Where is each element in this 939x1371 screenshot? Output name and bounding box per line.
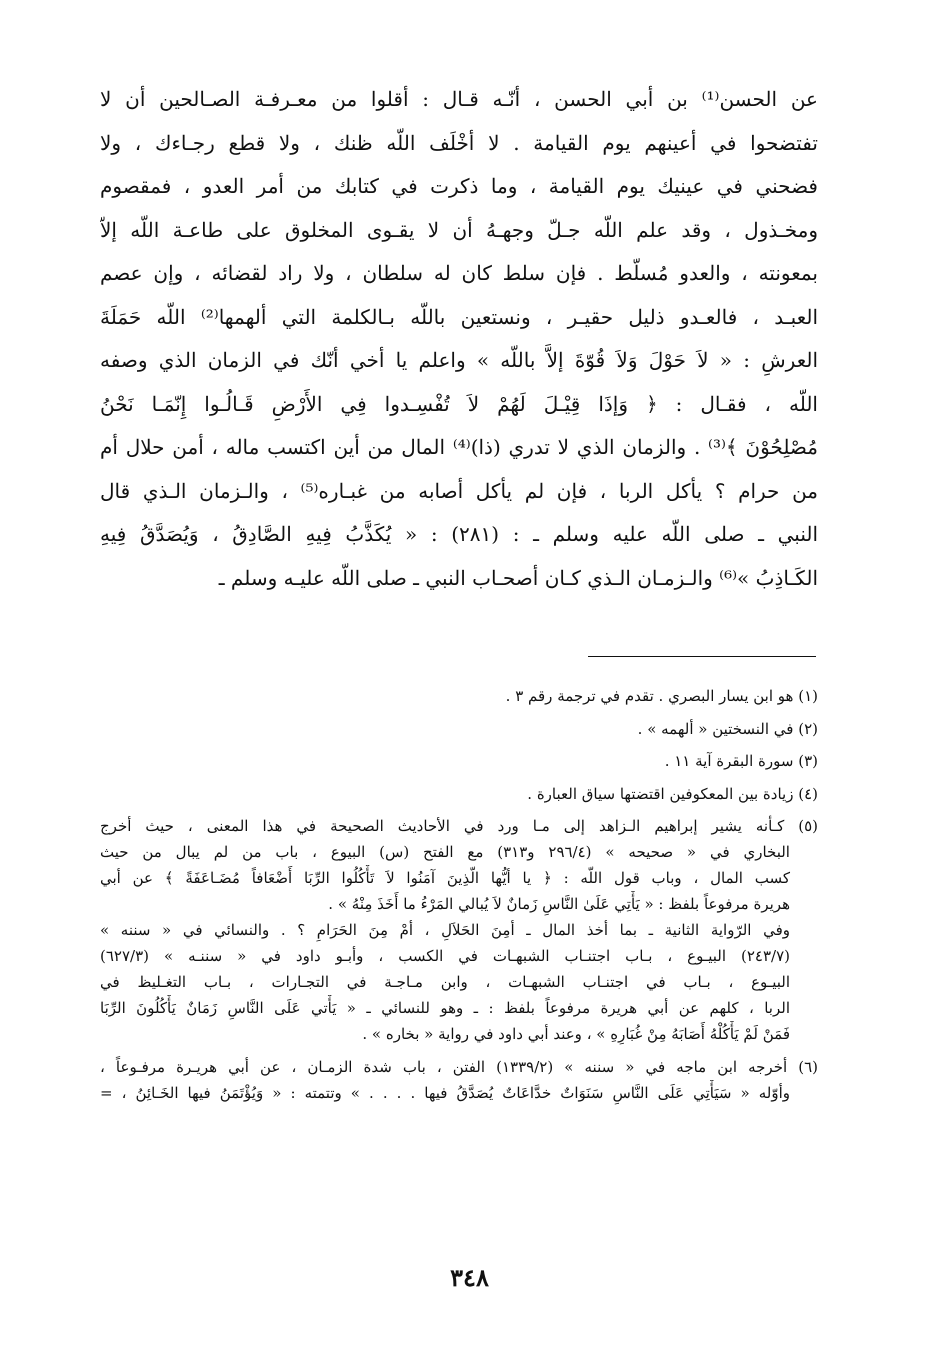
text-line: العبـد ، فالعـدو ذليل حقيـر ، ونستعين باللّه بـالكلمة التي ألهمها⁽²⁾ اللّه حَمَلَةَ xyxy=(100,304,818,329)
footnote-line: الربا ، كلهم عن أبي هريرة مرفوعاً بلفظ : ـ وهو للنسائي ـ « يَأْتي عَلَى النَّاسِ زَمَانٌ يَأْكُلُونَ الرِّبَا xyxy=(100,999,790,1017)
footnote-line: (٤) زيادة بين المعكوفين اقتضتها سياق العبارة . xyxy=(527,784,818,803)
footnote-5 xyxy=(100,813,818,1047)
footnote-line: (٣) سورة البقرة آية ١١ . xyxy=(664,752,818,770)
footnote-3 xyxy=(100,748,818,774)
footnote-line: وأوّله « سَيَأْتِي عَلَى النَّاسِ سَنَوَاتٌ خدَّاعَاتٌ يُصَدَّقُ فيها . . . . » وتتمته : « وَيُؤْتَمَنُ فيها الخَـائِنُ ، = xyxy=(100,1083,790,1102)
footnote-line: وفي الرّواية الثانية ـ بما أخذ المال ـ أمِنَ الحَلاَلِ ، أمْ مِنَ الحَرَامِ ؟ . والنسائي في « سننه » xyxy=(100,921,790,939)
footnote-line: فَمَنْ لَمْ يَأْكُلْهُ أَصَابَهُ مِنْ غُبَارِهِ » ، وعند أبي داود في رواية « بخاره » . xyxy=(362,1025,790,1043)
text-line: الكَـاذِبُ »⁽⁶⁾ والـزمـان الـذي كـان أصحـاب النبي ـ صلى اللّه عليـه وسلم ـ xyxy=(218,565,818,590)
text-line: تفتضحوا في أعينهم يوم القيامة . لا أخْلَف اللّه ظنك ، ولا قطع رجـاءك ، ولا xyxy=(100,130,818,155)
footnote-line: (٢٤٣/٧) البيـوع ، بـاب اجتنـاب الشبهـات في الكسب ، وأبـو داود في « سننـه » (٦٢٧/٣) xyxy=(100,947,790,965)
footnote-6 xyxy=(100,1054,818,1106)
footnote-line: البيـوع ، بـاب في اجتنـاب الشبهـات ، وابن مـاجـة في التجـارات ، بـاب التغـليظ في xyxy=(100,973,790,991)
text-line: ومخـذول ، وقد علم اللّه جـلّ وجهـهُ أن لا يقـوى المخلوق على طاعـة اللّه إلاّ xyxy=(100,217,818,242)
text-line: من حرام ؟ يأكل الربا ، فإن لم يأكل أصابه من غبـاره⁽⁵⁾ ، والـزمان الـذي قال xyxy=(100,478,818,503)
footnote-1 xyxy=(100,683,818,709)
footnote-2 xyxy=(100,716,818,742)
footnote-line: هريرة مرفوعاً بلفظ : « يَأْتِي عَلَىٰ النَّاسِ زَمانٌ لاَ يُبالي المَرْءُ ما أَخَذَ مِنْهُ » . xyxy=(328,895,790,913)
main-text xyxy=(100,78,818,600)
footnotes xyxy=(100,683,818,1112)
footnote-line: (١) هو ابن يسار البصري . تقدم في ترجمة رقم ٣ . xyxy=(505,687,818,705)
text-line: مُصْلِحُوْنَ ﴾⁽³⁾ . والزمان الذي لا تدري (ذا)⁽⁴⁾ المال من أين اكتسب ماله ، أمن حلال أم xyxy=(100,435,818,459)
footnote-line: كسب المال ، وباب قول اللّه : ﴿ يا أيُّها الّذِينَ آمَنُوا لاَ تَأْكُلُوا الرِّبَا أَضْعَافاً مُضَـاعَفَةً ﴾ عن أبي xyxy=(100,869,790,887)
text-line: العرشِ : « لاَ حَوْلَ وَلاَ قُوّةَ إلاَّ باللّه » واعلم يا أخي أنّك في الزمان الذي وصفه xyxy=(100,348,818,372)
footnote-line: (٢) في النسختين « ألهمه » . xyxy=(637,719,818,738)
text-line: النبي ـ صلى اللّه عليه وسلم ـ : (٢٨١) : « يُكَذَّبُ فِيهِ الصَّادِقُ ، وَيُصَدَّقُ فِيهِ xyxy=(100,522,818,546)
page-number: ٣٤٨ xyxy=(450,1263,489,1292)
text-line: فضحني في عينيك يوم القيامة ، وما ذكرت في كتابك من أمر العدو ، فمقصوم xyxy=(100,174,818,198)
footnote-line: البخاري في « صحيحه » (٢٩٦/٤ و٣١٣) مع الفتح (س) البيوع ، باب من لم يبال من حيث xyxy=(100,843,790,861)
text-line: بمعونته ، والعدو مُسلّط . فإن سلط كان له سلطان ، ولا راد لقضائه ، وإن عصم xyxy=(100,261,818,285)
footnote-line: (٥) كـأنه يشير إبراهيم الـزاهد إلى مـا ورد في الأحاديث الصحيحة في هذا المعنى ، حيث أخرج xyxy=(100,817,818,835)
text-line: عن الحسن⁽¹⁾ بن أبي الحسن ، أنّـه قـال : أقلوا من معـرفـة الصـالحين أن لا xyxy=(100,87,818,111)
footnote-4 xyxy=(100,781,818,807)
footnote-separator xyxy=(588,656,816,657)
text-line: اللّه ، فقـال : ﴿ وَإذَا قِيْـلَ لَهُمْ لاَ تُفْسِـدوا فِي الأَرْضِ قَـالُـوا إِنّمَـا نَحْنُ xyxy=(100,391,818,416)
footnote-line: (٦) أخرجه ابن ماجه في « سننه » (١٣٣٩/٢) الفتن ، باب شدة الزمـان ، عن أبي هريـرة مرفـوعاً ، xyxy=(100,1057,818,1076)
